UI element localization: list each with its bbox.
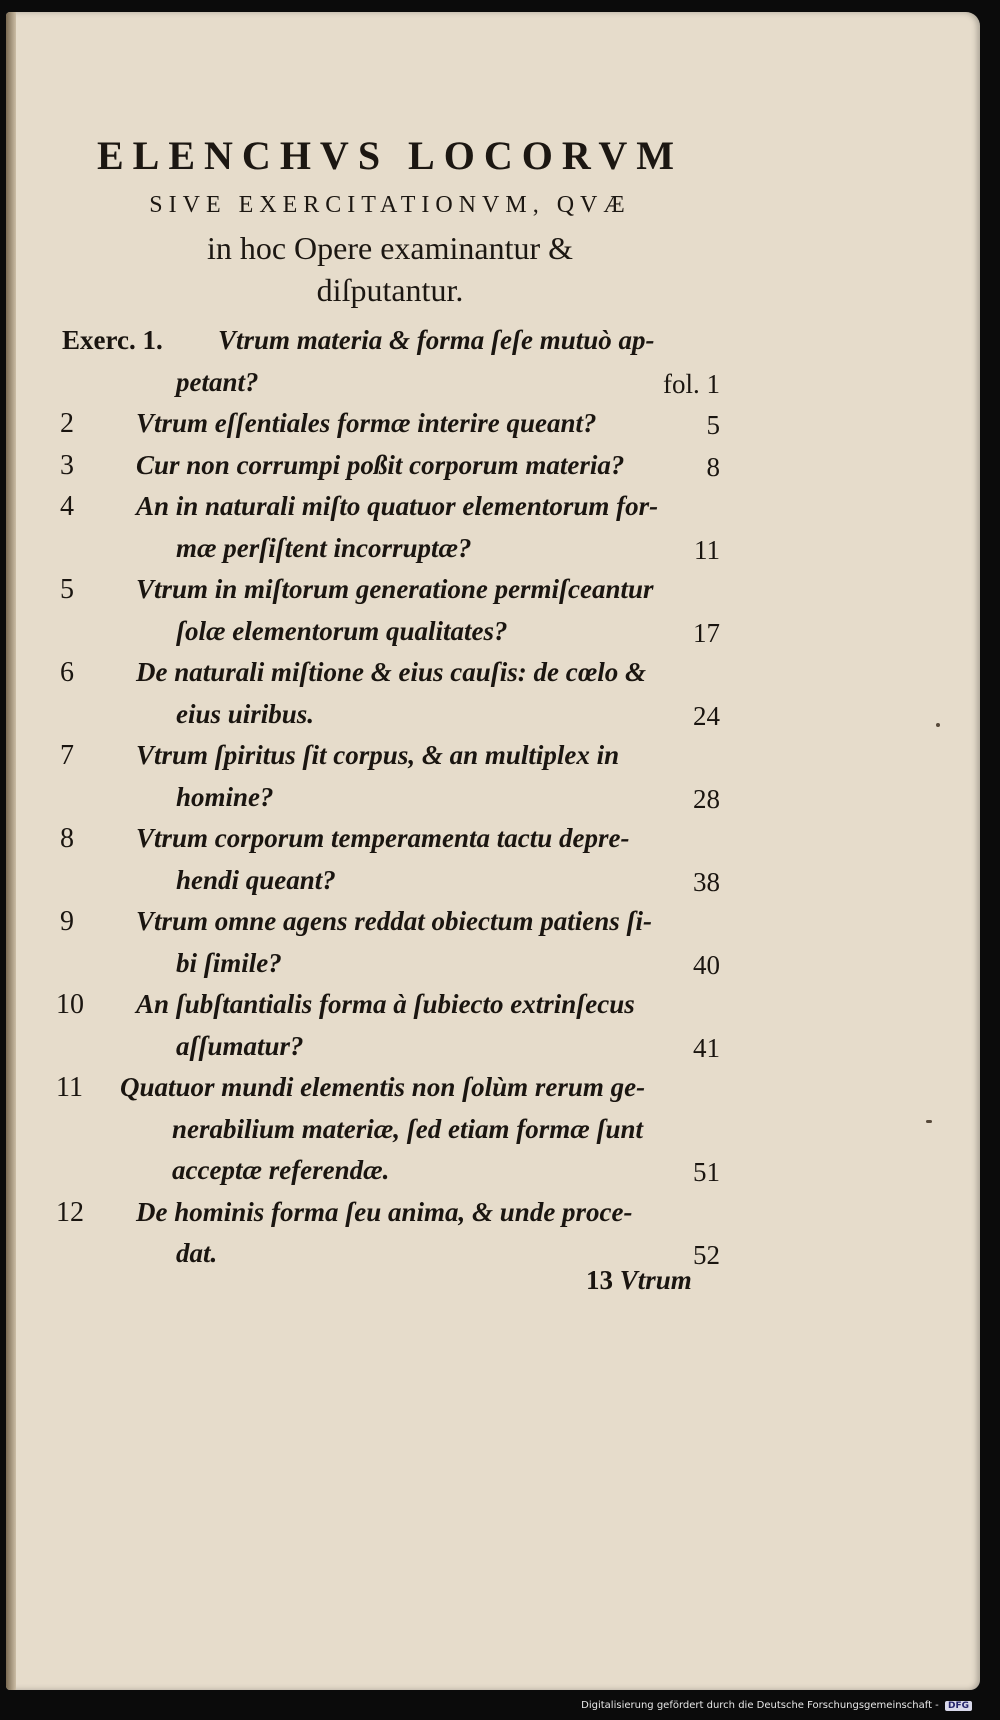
entry-folio: fol. 1 — [663, 368, 720, 399]
paper-speck — [926, 1120, 932, 1123]
entry-folio: 51 — [693, 1157, 720, 1187]
entry-text-line: Vtrum corporum temperamenta tactu depre- — [136, 823, 630, 853]
entry-folio: 5 — [706, 410, 720, 440]
entry-number: 3 — [60, 449, 74, 481]
entry-folio: 38 — [693, 866, 720, 897]
entry-text-line: Vtrum eſſentiales formæ interire queant? — [136, 408, 597, 438]
entry-text-line: petant? — [176, 366, 259, 397]
entry-number: 10 — [56, 989, 84, 1020]
catchword-text: Vtrum — [619, 1265, 692, 1295]
footer-credit — [581, 1700, 972, 1711]
entry-text-line: eius uiribus. — [176, 698, 315, 729]
entry-folio: 52 — [693, 1240, 720, 1270]
entry-number: Exerc. 1. — [62, 325, 163, 355]
page-subtitle: SIVE EXERCITATIONVM, QVÆ — [149, 192, 631, 218]
entry-number: 6 — [60, 657, 74, 688]
entry-text-line: Vtrum materia & forma ſeſe mutuò ap- — [218, 325, 655, 355]
entry-number: 8 — [60, 823, 74, 854]
entry-text-line: De hominis forma ſeu anima, & unde proce- — [136, 1196, 633, 1227]
dfg-logo: DFG — [945, 1701, 972, 1711]
paper-speck — [936, 723, 940, 727]
entry-folio: 17 — [693, 617, 720, 648]
entry-folio: 28 — [693, 783, 720, 814]
catchword — [586, 1265, 692, 1296]
entry-text-line: mæ perſiſtent incorruptæ? — [176, 532, 472, 563]
entry-number: 5 — [60, 574, 74, 605]
entry-text-line: aſſumatur? — [176, 1030, 304, 1061]
entry-number: 7 — [60, 740, 74, 771]
entry-folio: 11 — [694, 534, 720, 565]
entry-number: 11 — [56, 1072, 83, 1103]
entry-text-line: An ſubſtantialis forma à ſubiecto extrinſecus — [136, 989, 635, 1019]
entry-folio: 41 — [693, 1032, 720, 1063]
catchword-number: 13 — [586, 1265, 613, 1295]
page-subtitle-line-3: diſputantur. — [316, 272, 464, 308]
entry-text-line: Vtrum omne agens reddat obiectum patiens ſi- — [136, 906, 653, 936]
entry-text-line: homine? — [176, 781, 274, 812]
entry-text-line: Vtrum in miſtorum generatione permiſceantur — [136, 574, 654, 604]
entry-text-line: Vtrum ſpiritus ſit corpus, & an multiplex in — [136, 740, 620, 770]
entry-number: 12 — [56, 1196, 84, 1228]
entry-folio: 40 — [693, 949, 720, 980]
entry-text-line: An in naturali miſto quatuor elementorum for- — [136, 491, 659, 521]
entry-text-line: De naturali miſtione & eius cauſis: de cœlo & — [136, 657, 646, 687]
entry-text-line: acceptæ referendæ. — [172, 1155, 390, 1185]
entry-text-line: hendi queant? — [176, 864, 336, 895]
entry-text-line: Cur non corrumpi poßit corporum materia? — [136, 449, 625, 480]
page-title: ELENCHVS LOCORVM — [97, 133, 683, 178]
entry-text-line: ſolæ elementorum qualitates? — [176, 615, 508, 646]
entry-text-line: dat. — [176, 1238, 218, 1268]
entry-number: 9 — [60, 906, 74, 937]
entry-number: 2 — [60, 408, 74, 439]
entry-folio: 8 — [706, 451, 720, 482]
footer-text: Digitalisierung gefördert durch die Deutsche Forschungsgemeinschaft - — [581, 1700, 939, 1711]
entry-text-line: Quatuor mundi elementis non ſolùm rerum ge- — [120, 1072, 646, 1102]
entry-number: 4 — [60, 491, 74, 522]
entry-text-line: bi ſimile? — [176, 947, 282, 978]
entry-text-line: nerabilium materiæ, ſed etiam formæ ſunt — [172, 1113, 644, 1144]
page-subtitle-line-2: in hoc Opere examinantur & — [206, 230, 574, 266]
entry-folio: 24 — [693, 700, 720, 731]
